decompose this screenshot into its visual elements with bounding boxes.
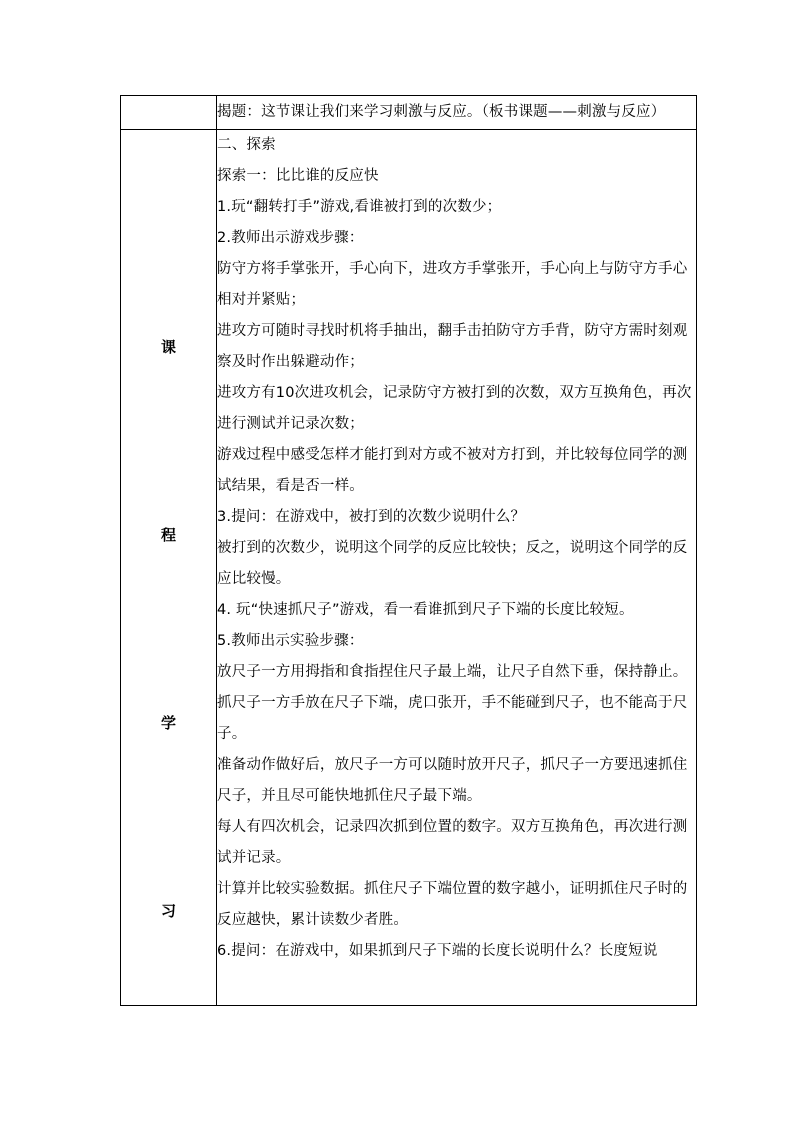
paragraph: 进攻方有10次进攻机会，记录防守方被打到的次数，双方互换角色，再次进行测试并记录次数； <box>217 385 692 432</box>
paragraph: 被打到的次数少，说明这个同学的反应比较快；反之，说明这个同学的反应比较慢。 <box>217 540 688 587</box>
paragraph: 5.教师出示实验步骤： <box>217 633 364 649</box>
paragraph: 6.提问：在游戏中，如果抓到尺子下端的长度长说明什么？长度短说 <box>217 943 658 959</box>
paragraph: 抓尺子一方手放在尺子下端，虎口张开，手不能碰到尺子，也不能高于尺子。 <box>217 695 688 742</box>
table-row-process <box>121 130 697 1006</box>
side-label-char: 程 <box>160 526 176 544</box>
paragraph: 3.提问：在游戏中，被打到的次数少说明什么？ <box>217 509 526 525</box>
side-label-char: 习 <box>160 902 176 920</box>
side-label-char: 课 <box>160 338 176 356</box>
section-heading: 二、探索 <box>217 137 276 153</box>
paragraph: 游戏过程中感受怎样才能打到对方或不被对方打到，并比较每位同学的测试结果，看是否一样。 <box>217 447 688 494</box>
process-content-cell <box>217 130 697 1006</box>
paragraph: 每人有四次机会，记录四次抓到位置的数字。双方互换角色，再次进行测试并记录。 <box>217 819 688 866</box>
paragraph: 进攻方可随时寻找时机将手抽出，翻手击拍防守方手背，防守方需时刻观察及时作出躲避动作； <box>217 323 688 370</box>
paragraph: 准备动作做好后，放尺子一方可以随时放开尺子，抓尺子一方要迅速抓住尺子，并且尽可能快地抓住尺子最下端。 <box>217 757 688 804</box>
paragraph: 防守方将手掌张开，手心向下，进攻方手掌张开，手心向上与防守方手心相对并紧贴； <box>217 261 688 308</box>
paragraph: 计算并比较实验数据。抓住尺子下端位置的数字越小，证明抓住尺子时的反应越快，累计读数少者胜。 <box>217 881 688 928</box>
process-label-cell <box>121 130 217 1006</box>
paragraph: 放尺子一方用拇指和食指捏住尺子最上端，让尺子自然下垂，保持静止。 <box>217 664 688 680</box>
lesson-table <box>120 95 697 1006</box>
table-row-intro <box>121 96 697 130</box>
empty-label-cell <box>121 96 217 130</box>
paragraph: 2.教师出示游戏步骤： <box>217 230 364 246</box>
paragraph: 4. 玩“快速抓尺子”游戏，看一看谁抓到尺子下端的长度比较短。 <box>217 602 634 618</box>
paragraph: 1.玩“翻转打手”游戏,看谁被打到的次数少； <box>217 199 502 215</box>
side-label-char: 学 <box>160 714 176 732</box>
intro-cell <box>217 96 697 130</box>
intro-text: 揭题：这节课让我们来学习刺激与反应。（板书课题——刺激与反应） <box>217 104 666 120</box>
subsection-heading: 探索一：比比谁的反应快 <box>217 168 379 184</box>
